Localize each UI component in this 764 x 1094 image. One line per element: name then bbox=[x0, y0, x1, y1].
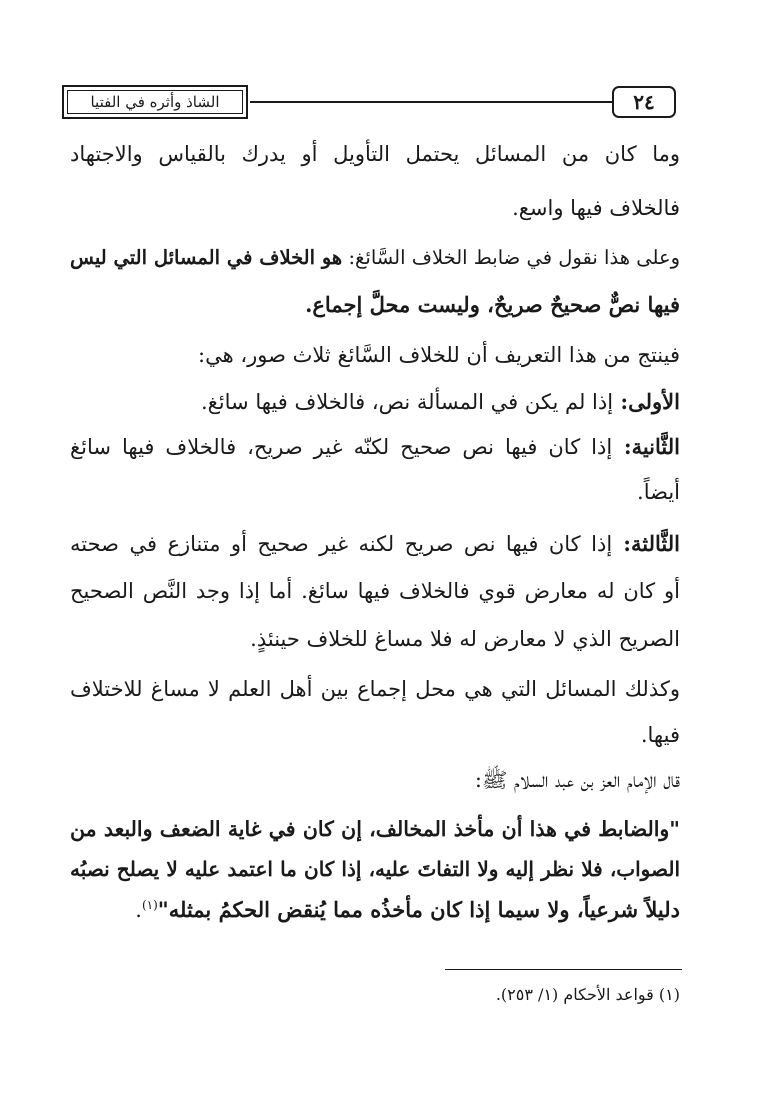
footnote-rule bbox=[445, 969, 682, 970]
text-line-8: أيضاً. bbox=[637, 480, 680, 504]
quote-line-3-end: . bbox=[135, 898, 142, 922]
label-third: الثَّالثة: bbox=[612, 531, 680, 556]
header-rule bbox=[250, 101, 612, 103]
quote-line-1: "والضابط في هذا أن مأخذ المخالف، إن كان في غاية الضعف والبعد من bbox=[70, 817, 680, 841]
page-number: ٢٤ bbox=[612, 86, 676, 118]
text-line-3 bbox=[70, 246, 680, 269]
footnote-text: (١) قواعد الأحكام (١/ ٢٥٣). bbox=[495, 985, 680, 1004]
text-line-2: فالخلاف فيها واسع. bbox=[512, 196, 680, 220]
text-line-4-definition: فيها نصٌّ صحيحٌ صريحٌ، وليست محلَّ إجماع. bbox=[305, 292, 680, 317]
running-title: الشاذ وأثره في الفتيا bbox=[67, 90, 243, 114]
text-line-1: وما كان من المسائل يحتمل التأويل أو يدرك بالقياس والاجتهاد bbox=[70, 142, 680, 166]
text-line-9 bbox=[70, 531, 680, 557]
text-line-3-normal: وعلى هذا نقول في ضابط الخلاف السَّائغ: bbox=[342, 246, 680, 269]
text-line-5: فينتج من هذا التعريف أن للخلاف السَّائغ ثلاث صور، هي: bbox=[198, 343, 680, 367]
text-line-14: قال الإمام العز بن عبد السلام ﷺ: bbox=[474, 768, 680, 792]
text-line-7 bbox=[70, 434, 680, 460]
quote-line-3 bbox=[70, 897, 680, 923]
label-second: الثَّانية: bbox=[612, 434, 680, 459]
text-line-7-body: إذا كان فيها نص صحيح لكنّه غير صريح، فالخلاف فيها سائغ bbox=[70, 435, 613, 459]
text-line-9-body: إذا كان فيها نص صريح لكنه غير صحيح أو متنازع في صحته bbox=[70, 532, 613, 556]
text-line-10: أو كان له معارض قوي فالخلاف فيها سائغ. أما إذا وجد النَّص الصحيح bbox=[70, 579, 680, 603]
footnote-ref: (١) bbox=[141, 898, 158, 912]
label-first: الأولى: bbox=[613, 389, 680, 414]
definition-bold-start: هو الخلاف في المسائل التي ليس bbox=[70, 246, 343, 269]
text-line-6 bbox=[70, 389, 680, 415]
text-line-13: فيها. bbox=[640, 723, 680, 747]
quote-line-3-text: دليلاً شرعياً، ولا سيما إذا كان مأخذُه مما يُنقض الحكمُ بمثله" bbox=[157, 897, 680, 922]
quote-line-2: الصواب، فلا نظر إليه ولا التفاتَ عليه، إذا كان ما اعتمد عليه لا يصلح نصبُه bbox=[70, 857, 681, 881]
text-line-6-body: إذا لم يكن في المسألة نص، فالخلاف فيها سائغ. bbox=[200, 390, 614, 414]
running-title-frame bbox=[62, 85, 248, 119]
text-line-11: الصريح الذي لا معارض له فلا مساغ للخلاف حينئذٍ. bbox=[250, 627, 680, 651]
text-line-12: وكذلك المسائل التي هي محل إجماع بين أهل العلم لا مساغ للاختلاف bbox=[70, 677, 680, 701]
